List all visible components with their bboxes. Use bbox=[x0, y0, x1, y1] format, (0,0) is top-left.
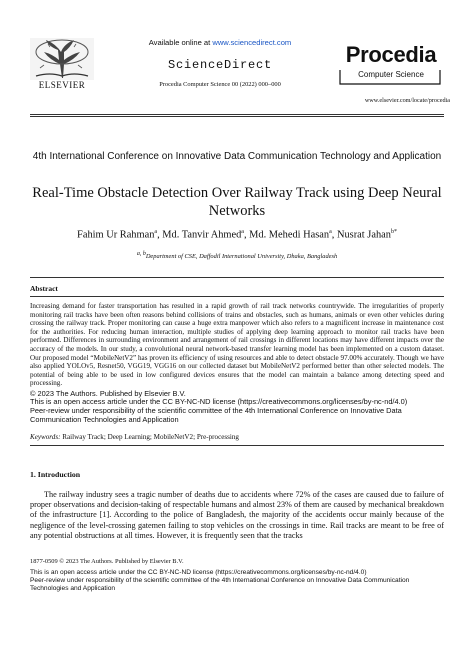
header-divider-thin bbox=[30, 116, 444, 117]
affiliation-text: Department of CSE, Daffodil International University, Dhaka, Bangladesh bbox=[145, 253, 338, 261]
peer-review-notice: Peer-review under responsibility of the scientific committee of the 4th International Conference on Innovative Data Communication Technologies and Application bbox=[30, 406, 402, 424]
conference-name: 4th International Conference on Innovative Data Communication Technology and Application bbox=[32, 151, 442, 162]
abstract-divider bbox=[30, 296, 444, 297]
author-name: Md. Tanvir Ahmed bbox=[162, 229, 242, 241]
author-affil-mark: a bbox=[154, 229, 158, 235]
sciencedirect-wordmark: ScienceDirect bbox=[167, 58, 272, 72]
introduction-text: The railway industry sees a tragic number of deaths due to accidents where 72% of the cases are caused due to failure of proper observations and decision-taking of respectable humans and almost 23% of them are caused by mechanical breakdown of the infrastructure [1]. According to the police of Bangladesh, the majority of the accidents occur mainly because of the negligence of the level-crossing gatemen failing to stop vehicles on the crossings in time. Rail tracks are meant to be free of any potential obstructions at all times. However, it is frequently seen that the tracks bbox=[30, 490, 444, 540]
sciencedirect-link[interactable]: www.sciencedirect.com bbox=[212, 38, 292, 47]
paper-title: Real-Time Obstacle Detection Over Railway Track using Deep Neural Networks bbox=[32, 185, 442, 219]
author-affil-mark: b* bbox=[390, 229, 397, 235]
author-name: Fahim Ur Rahman bbox=[77, 229, 155, 241]
license-notice: This is an open access article under the CC BY-NC-ND license (https://creativecommons.org/licenses/by-nc-nd/4.0) bbox=[30, 397, 408, 406]
footer-issn: 1877-0509 © 2023 The Authors. Published by Elsevier B.V. bbox=[30, 558, 184, 565]
journal-url: www.elsevier.com/locate/procedia bbox=[364, 97, 450, 104]
author-list: Fahim Ur Rahman$^a$, Md. Tanvir Ahmed$^a$, Md. Mehedi Hasan$^a$, Nusrat Jahan$^{b*}$ bbox=[77, 229, 397, 241]
affiliation bbox=[30, 251, 444, 260]
journal-reference: Procedia Computer Science 00 (2022) 000–000 bbox=[159, 81, 281, 88]
author-affil-mark: a bbox=[329, 229, 332, 235]
journal-subtitle: Computer Science bbox=[358, 70, 424, 79]
footer-license: This is an open access article under the CC BY-NC-ND license (https://creativecommons.org/licenses/by-nc-nd/4.0) bbox=[30, 569, 367, 576]
keywords-line bbox=[30, 433, 444, 441]
header-divider bbox=[30, 114, 444, 115]
journal-title: Procedia bbox=[345, 42, 437, 67]
publisher-name: ELSEVIER bbox=[38, 80, 86, 90]
author-affil-mark: a bbox=[241, 229, 244, 235]
keywords-text: Railway Track; Deep Learning; MobileNetV2; Pre-processing bbox=[62, 433, 239, 441]
title-divider bbox=[30, 277, 444, 278]
author-name: Nusrat Jahan bbox=[336, 229, 391, 241]
footer-peer-review: Peer-review under responsibility of the scientific committee of the 4th International Conference on Innovative Data Communication Technologies and Application bbox=[30, 577, 410, 592]
copyright-notice: © 2023 The Authors. Published by Elsevier B.V. bbox=[30, 389, 186, 398]
available-online-label: Available online at bbox=[148, 38, 213, 47]
keywords-divider bbox=[30, 445, 444, 446]
author-name: Md. Mehedi Hasan bbox=[249, 229, 330, 241]
abstract-text: Increasing demand for faster transportation has resulted in a rapid growth of rail track networks countrywide. The irregularities of properly monitoring rail tracks have been often reasons behind collisions of trains and obstacles, such as humans, animals or even other vehicles during crossing the railway track. Proper monitoring can cause a huge extra manpower which also refers to a magnificent increase in maintenance cost for the authorities. For reducing human interaction, multiple studies of applying deep learning approach to monitor rail tracks have been performed. Differences in surrounding environment and arrangement of rail crossings in different locations may have different impacts over the accuracy of the models. In our study, a convolutional neural network-based transfer learning model has been implemented on a custom dataset. Our proposed model “MobileNetV2” has proven its efficiency of using resources and able to detect obstacle 97.00% accurately. Though we have also applied YOLOv5, Resnet50, VGG19, VGG16 on our collected dataset but MobileNetV2 performed better than other selected models. The potential of being able to be used in low configured devices ensures that the model can maintain a balance among detecting speed and processing. bbox=[30, 302, 444, 388]
section-heading-introduction: 1. Introduction bbox=[30, 470, 81, 479]
available-online-line bbox=[120, 38, 320, 47]
abstract-heading: Abstract bbox=[30, 284, 58, 293]
keywords-label: Keywords: bbox=[30, 433, 61, 441]
affiliation-mark: a, b bbox=[136, 251, 146, 257]
